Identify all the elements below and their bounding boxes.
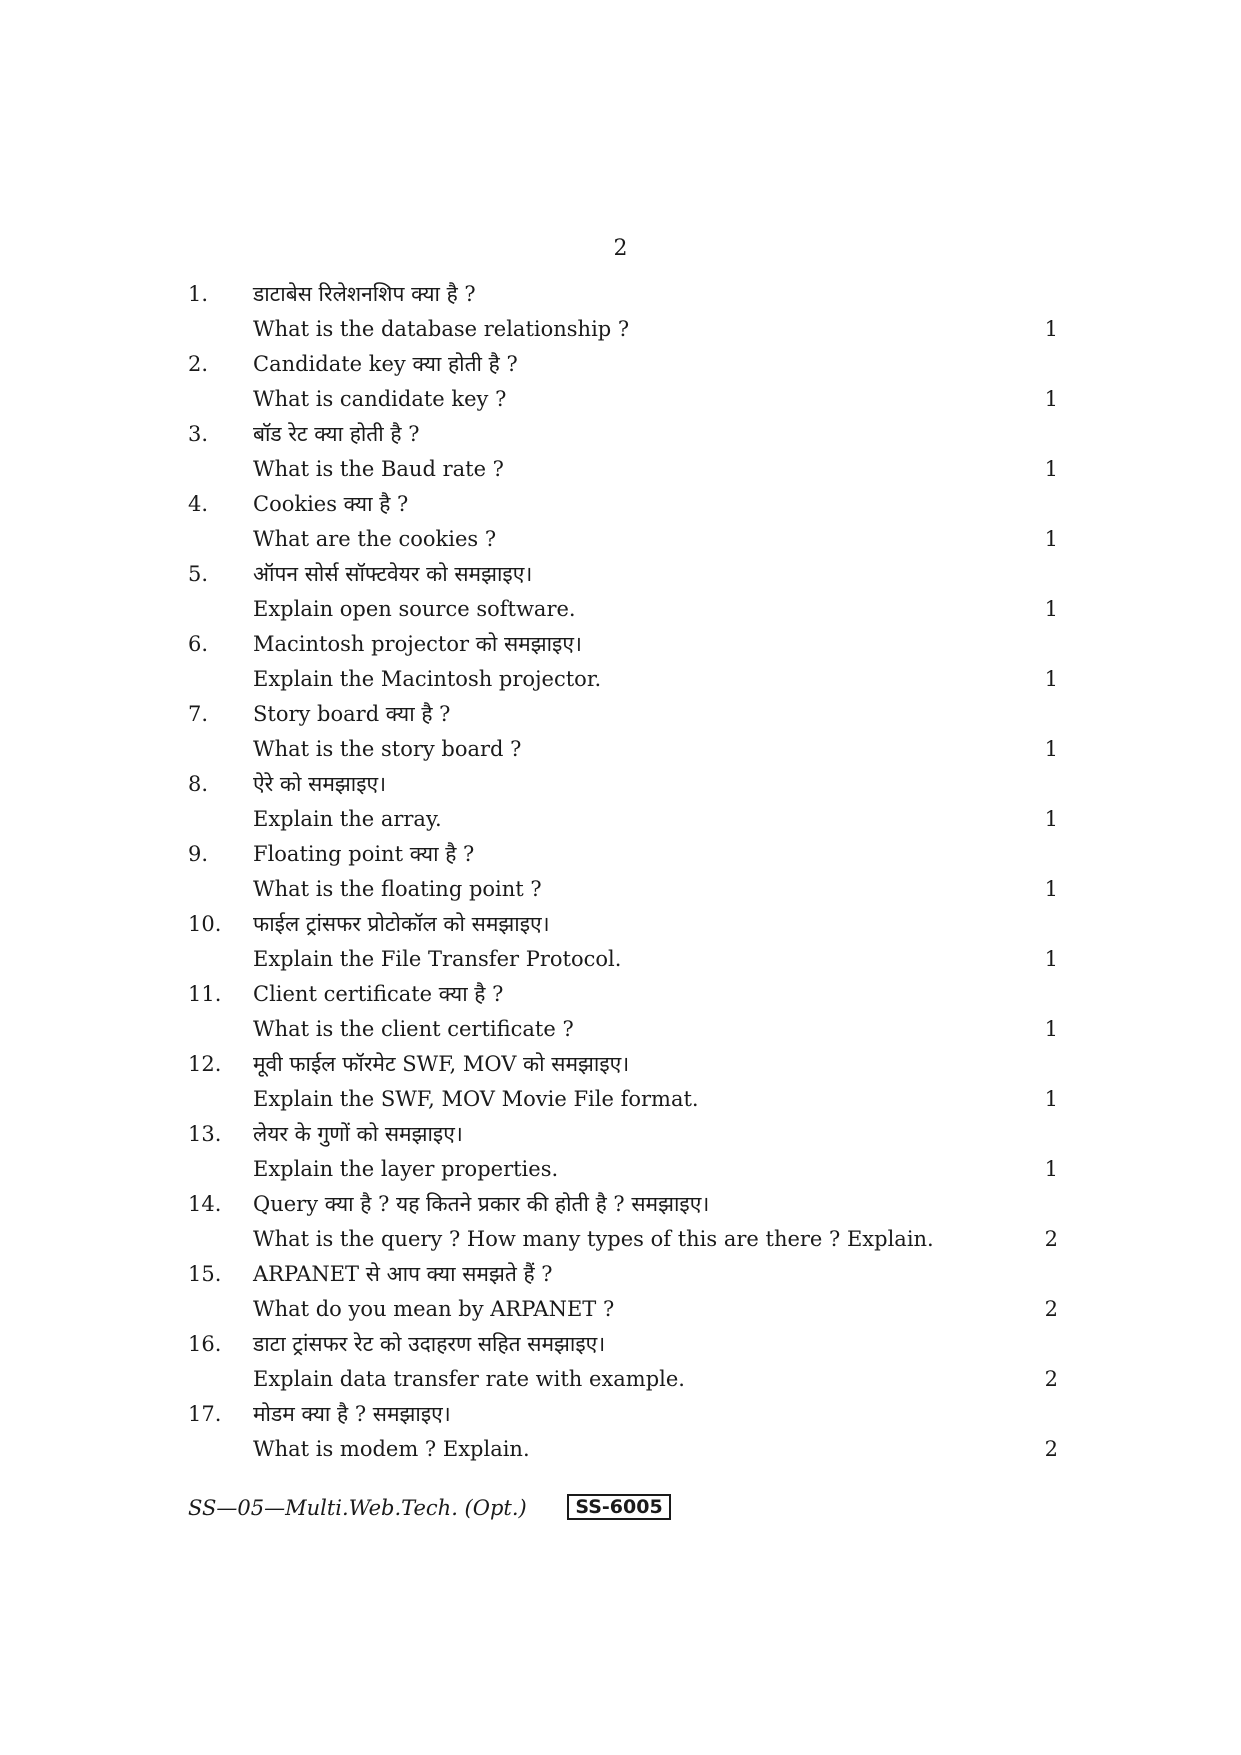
question-number: 1. — [188, 282, 209, 306]
question-number: 13. — [188, 1122, 222, 1146]
question-text-english: What is the Baud rate ? — [253, 457, 504, 481]
question-marks: 2 — [1044, 1437, 1058, 1461]
question-text-english: Explain the Macintosh projector. — [253, 667, 602, 691]
question-text-hindi: मोडम क्या है ? समझाइए। — [253, 1402, 451, 1426]
question-marks: 1 — [1044, 1017, 1058, 1041]
question-marks: 1 — [1044, 387, 1058, 411]
question-list — [188, 277, 1058, 1467]
question-hindi-line — [188, 347, 1058, 382]
question-number: 9. — [188, 842, 209, 866]
question-english-line — [188, 452, 1058, 487]
question-text-hindi: Query क्या है ? यह कितने प्रकार की होती है ? समझाइए। — [253, 1192, 710, 1216]
question-text-hindi: फाईल ट्रांसफर प्रोटोकॉल को समझाइए। — [253, 912, 550, 936]
question-number: 7. — [188, 702, 209, 726]
question-hindi-line — [188, 1187, 1058, 1222]
question-text-english: What is candidate key ? — [253, 387, 507, 411]
question-text-hindi: बॉड रेट क्या होती है ? — [253, 422, 420, 446]
question-marks: 1 — [1044, 807, 1058, 831]
question-number: 6. — [188, 632, 209, 656]
question-marks: 1 — [1044, 457, 1058, 481]
question-text-hindi: Cookies क्या है ? — [253, 492, 409, 516]
question-hindi-line — [188, 907, 1058, 942]
question-number: 16. — [188, 1332, 222, 1356]
question-marks: 1 — [1044, 527, 1058, 551]
question-marks: 1 — [1044, 737, 1058, 761]
question-number: 15. — [188, 1262, 222, 1286]
question-text-english: Explain open source software. — [253, 597, 576, 621]
question-number: 5. — [188, 562, 209, 586]
question-text-hindi: Floating point क्या है ? — [253, 842, 475, 866]
question-number: 14. — [188, 1192, 222, 1216]
question-number: 17. — [188, 1402, 222, 1426]
footer-paper-code: SS-6005 — [567, 1494, 670, 1520]
question-marks: 1 — [1044, 597, 1058, 621]
question-text-english: Explain the layer properties. — [253, 1157, 559, 1181]
question-marks: 2 — [1044, 1297, 1058, 1321]
question-english-line — [188, 1012, 1058, 1047]
question-text-english: What is the floating point ? — [253, 877, 542, 901]
question-english-line — [188, 872, 1058, 907]
question-english-line — [188, 1432, 1058, 1467]
question-marks: 2 — [1044, 1367, 1058, 1391]
question-text-english: What is the query ? How many types of this are there ? Explain. — [253, 1227, 934, 1251]
question-marks: 2 — [1044, 1227, 1058, 1251]
question-text-english: What are the cookies ? — [253, 527, 497, 551]
question-text-hindi: Client certificate क्या है ? — [253, 982, 504, 1006]
footer-course-code: SS—05—Multi.Web.Tech. (Opt.) — [188, 1496, 527, 1520]
question-marks: 1 — [1044, 877, 1058, 901]
question-hindi-line — [188, 1257, 1058, 1292]
question-marks: 1 — [1044, 1087, 1058, 1111]
question-hindi-line — [188, 487, 1058, 522]
question-english-line — [188, 1362, 1058, 1397]
question-number: 8. — [188, 772, 209, 796]
question-english-line — [188, 1082, 1058, 1117]
question-hindi-line — [188, 1047, 1058, 1082]
question-number: 10. — [188, 912, 222, 936]
question-text-english: Explain the File Transfer Protocol. — [253, 947, 622, 971]
question-text-english: What is the database relationship ? — [253, 317, 630, 341]
question-hindi-line — [188, 697, 1058, 732]
question-english-line — [188, 732, 1058, 767]
question-hindi-line — [188, 1327, 1058, 1362]
question-hindi-line — [188, 557, 1058, 592]
page-number: 2 — [613, 236, 628, 261]
question-text-hindi: ARPANET से आप क्या समझते हैं ? — [253, 1262, 553, 1286]
question-text-hindi: डाटाबेस रिलेशनशिप क्या है ? — [253, 282, 476, 306]
question-text-english: Explain the array. — [253, 807, 442, 831]
question-text-english: Explain data transfer rate with example. — [253, 1367, 685, 1391]
question-text-hindi: मूवी फाईल फॉरमेट SWF, MOV को समझाइए। — [253, 1052, 630, 1076]
question-english-line — [188, 522, 1058, 557]
page-footer — [188, 1494, 671, 1522]
question-english-line — [188, 942, 1058, 977]
question-english-line — [188, 1152, 1058, 1187]
question-number: 3. — [188, 422, 209, 446]
question-text-hindi: Candidate key क्या होती है ? — [253, 352, 518, 376]
question-english-line — [188, 592, 1058, 627]
question-hindi-line — [188, 767, 1058, 802]
question-hindi-line — [188, 627, 1058, 662]
question-text-english: What do you mean by ARPANET ? — [253, 1297, 615, 1321]
question-hindi-line — [188, 837, 1058, 872]
question-number: 12. — [188, 1052, 222, 1076]
question-english-line — [188, 662, 1058, 697]
question-english-line — [188, 382, 1058, 417]
question-hindi-line — [188, 1397, 1058, 1432]
question-english-line — [188, 312, 1058, 347]
question-text-english: Explain the SWF, MOV Movie File format. — [253, 1087, 699, 1111]
question-text-hindi: Story board क्या है ? — [253, 702, 451, 726]
question-marks: 1 — [1044, 667, 1058, 691]
question-marks: 1 — [1044, 317, 1058, 341]
question-text-english: What is the story board ? — [253, 737, 522, 761]
question-text-hindi: ऑपन सोर्स सॉफ्टवेयर को समझाइए। — [253, 562, 533, 586]
question-number: 11. — [188, 982, 222, 1006]
question-english-line — [188, 802, 1058, 837]
question-english-line — [188, 1222, 1058, 1257]
question-hindi-line — [188, 1117, 1058, 1152]
question-number: 2. — [188, 352, 209, 376]
question-text-hindi: डाटा ट्रांसफर रेट को उदाहरण सहित समझाइए। — [253, 1332, 606, 1356]
question-hindi-line — [188, 417, 1058, 452]
question-text-english: What is modem ? Explain. — [253, 1437, 530, 1461]
question-hindi-line — [188, 977, 1058, 1012]
question-number: 4. — [188, 492, 209, 516]
question-text-hindi: ऐरे को समझाइए। — [253, 772, 387, 796]
question-text-hindi: Macintosh projector को समझाइए। — [253, 632, 582, 656]
question-marks: 1 — [1044, 1157, 1058, 1181]
question-hindi-line — [188, 277, 1058, 312]
question-text-hindi: लेयर के गुणों को समझाइए। — [253, 1122, 463, 1146]
question-marks: 1 — [1044, 947, 1058, 971]
question-text-english: What is the client certificate ? — [253, 1017, 574, 1041]
question-english-line — [188, 1292, 1058, 1327]
